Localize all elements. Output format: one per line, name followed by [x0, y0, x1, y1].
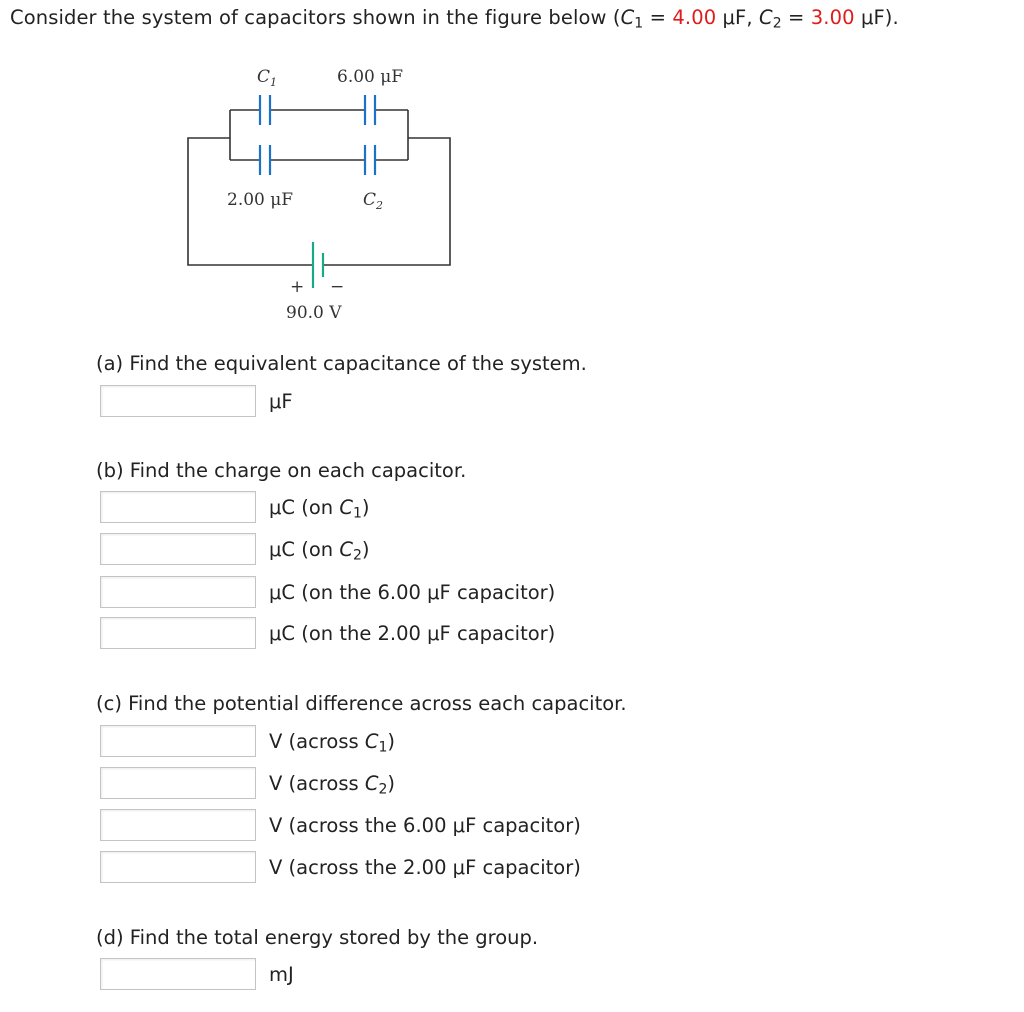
label-6uf: 6.00 μF [337, 67, 404, 87]
unit-b3: μC (on the 6.00 μF capacitor) [269, 581, 556, 604]
c1-value: 4.00 [672, 6, 717, 29]
c2-value: 3.00 [810, 6, 855, 29]
c2-unit: μF). [860, 6, 899, 29]
answer-input-c-voltage-6uf[interactable] [100, 809, 256, 841]
battery-plus-sign: + [290, 277, 305, 297]
answer-input-c-voltage-2uf[interactable] [100, 851, 256, 883]
unit-c3: V (across the 6.00 μF capacitor) [269, 814, 581, 837]
intro-text: Consider the system of capacitors shown in the figure below ( [10, 6, 621, 29]
capacitor-6uf [365, 95, 375, 125]
equals-sign-2: = [788, 6, 805, 29]
capacitor-2uf [260, 145, 270, 175]
answer-input-c-voltage-c1[interactable] [100, 725, 256, 757]
battery-voltage-label: 90.0 V [286, 303, 342, 323]
problem-statement [10, 4, 899, 32]
circuit-diagram [180, 60, 470, 330]
capacitor-c1 [260, 95, 270, 125]
c1-symbol: C [620, 6, 635, 29]
label-c2: $C_2$ [363, 190, 384, 212]
c2-symbol: C [758, 6, 773, 29]
answer-input-a-equivalent-capacitance[interactable] [100, 385, 256, 417]
question-d: (d) Find the total energy stored by the group. [96, 926, 539, 949]
unit-c2: V (across $C_2$) [269, 772, 396, 798]
unit-a: μF [269, 390, 293, 413]
answer-input-c-voltage-c2[interactable] [100, 767, 256, 799]
question-b: (b) Find the charge on each capacitor. [96, 459, 467, 482]
unit-d: mJ [269, 963, 294, 986]
question-c: (c) Find the potential difference across each capacitor. [96, 692, 627, 715]
battery-minus-sign: − [330, 277, 345, 297]
answer-input-b-charge-6uf[interactable] [100, 576, 256, 608]
unit-c4: V (across the 2.00 μF capacitor) [269, 856, 581, 879]
unit-c1: V (across $C_1$) [269, 730, 396, 756]
answer-input-b-charge-c1[interactable] [100, 491, 256, 523]
capacitor-c2 [365, 145, 375, 175]
label-c1: $C_1$ [257, 67, 278, 89]
answer-input-b-charge-2uf[interactable] [100, 617, 256, 649]
c1-unit: μF, [722, 6, 753, 29]
question-a: (a) Find the equivalent capacitance of the system. [96, 352, 587, 375]
unit-b4: μC (on the 2.00 μF capacitor) [269, 622, 556, 645]
wire-outer-right [323, 138, 450, 265]
unit-b1: μC (on $C_1$) [269, 496, 370, 522]
answer-input-d-total-energy[interactable] [100, 958, 256, 990]
equals-sign: = [649, 6, 667, 29]
c1-subscript: 1 [634, 15, 644, 32]
unit-b2: μC (on $C_2$) [269, 538, 370, 564]
answer-input-b-charge-c2[interactable] [100, 533, 256, 565]
c2-subscript: 2 [772, 15, 782, 32]
label-2uf: 2.00 μF [227, 190, 294, 210]
